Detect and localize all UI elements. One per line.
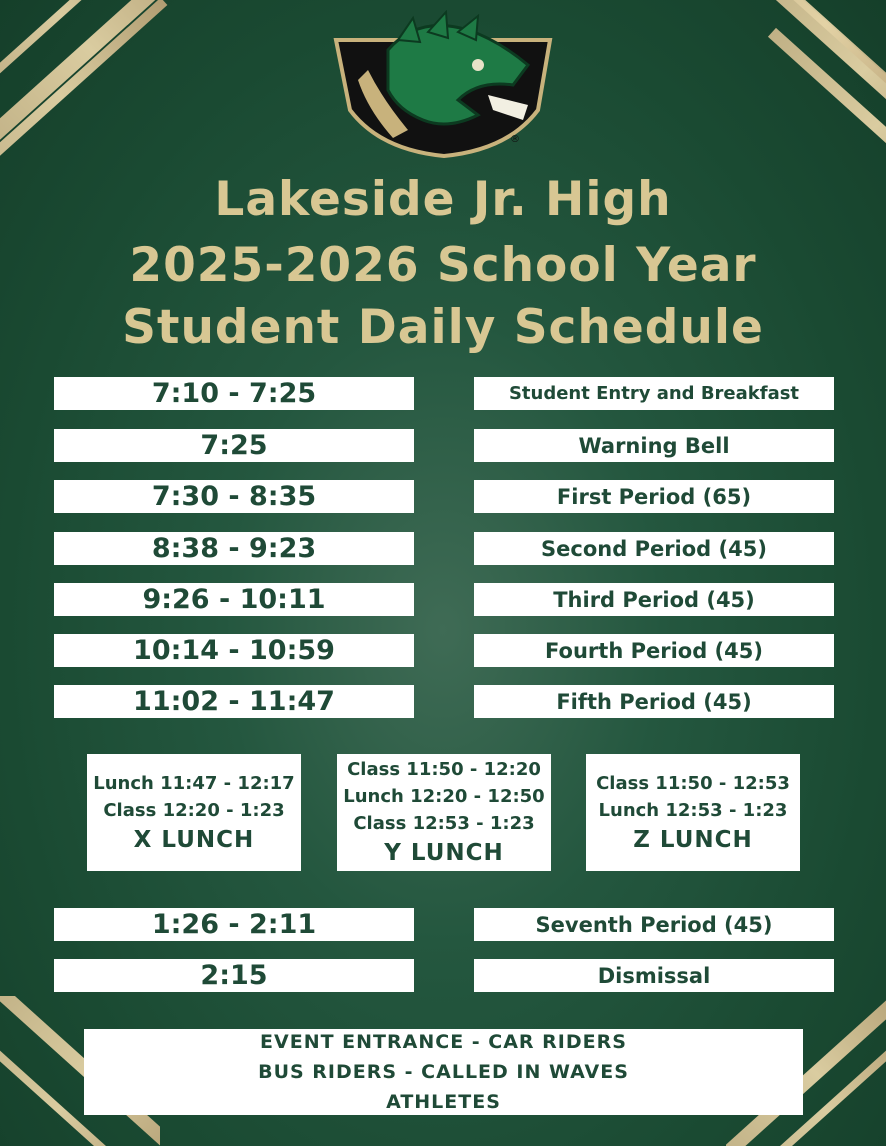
lunch-line: Class 12:53 - 1:23 — [353, 813, 535, 834]
registered-mark: ® — [510, 134, 520, 145]
decor-top-left — [0, 0, 200, 190]
z-lunch-box — [586, 754, 800, 871]
period-cell: First Period (65) — [474, 480, 834, 513]
period-cell: Fourth Period (45) — [474, 634, 834, 667]
footer-line: EVENT ENTRANCE - CAR RIDERS — [260, 1031, 627, 1053]
lunch-name: Z LUNCH — [633, 826, 753, 853]
lunch-line: Lunch 11:47 - 12:17 — [93, 772, 295, 794]
period-cell: Fifth Period (45) — [474, 685, 834, 718]
lunch-line: Class 11:50 - 12:53 — [596, 772, 790, 794]
footer-line: ATHLETES — [386, 1091, 501, 1113]
period-cell: Student Entry and Breakfast — [474, 377, 834, 410]
school-year: 2025-2026 School Year — [129, 238, 757, 293]
school-name: Lakeside Jr. High — [214, 172, 672, 227]
y-lunch-box — [337, 754, 551, 871]
period-cell: Dismissal — [474, 959, 834, 992]
time-cell: 7:10 - 7:25 — [54, 377, 414, 410]
lunch-line: Class 11:50 - 12:20 — [347, 759, 541, 780]
x-lunch-box — [87, 754, 301, 871]
time-cell: 1:26 - 2:11 — [54, 908, 414, 941]
time-cell: 2:15 — [54, 959, 414, 992]
period-cell: Seventh Period (45) — [474, 908, 834, 941]
lunch-line: Lunch 12:53 - 1:23 — [598, 799, 788, 821]
time-cell: 7:30 - 8:35 — [54, 480, 414, 513]
period-cell: Second Period (45) — [474, 532, 834, 565]
lunch-line: Lunch 12:20 - 12:50 — [343, 786, 545, 807]
time-cell: 10:14 - 10:59 — [54, 634, 414, 667]
time-cell: 7:25 — [54, 429, 414, 462]
dragon-mascot-icon — [328, 10, 560, 160]
schedule-title: Student Daily Schedule — [122, 300, 764, 355]
time-cell: 9:26 - 10:11 — [54, 583, 414, 616]
time-cell: 8:38 - 9:23 — [54, 532, 414, 565]
period-cell: Warning Bell — [474, 429, 834, 462]
lunch-line: Class 12:20 - 1:23 — [103, 799, 285, 821]
lunch-name: X LUNCH — [133, 826, 255, 853]
footer-line: BUS RIDERS - CALLED IN WAVES — [258, 1061, 629, 1083]
dismissal-info-box — [84, 1029, 803, 1115]
period-cell: Third Period (45) — [474, 583, 834, 616]
time-cell: 11:02 - 11:47 — [54, 685, 414, 718]
lunch-name: Y LUNCH — [384, 840, 504, 866]
